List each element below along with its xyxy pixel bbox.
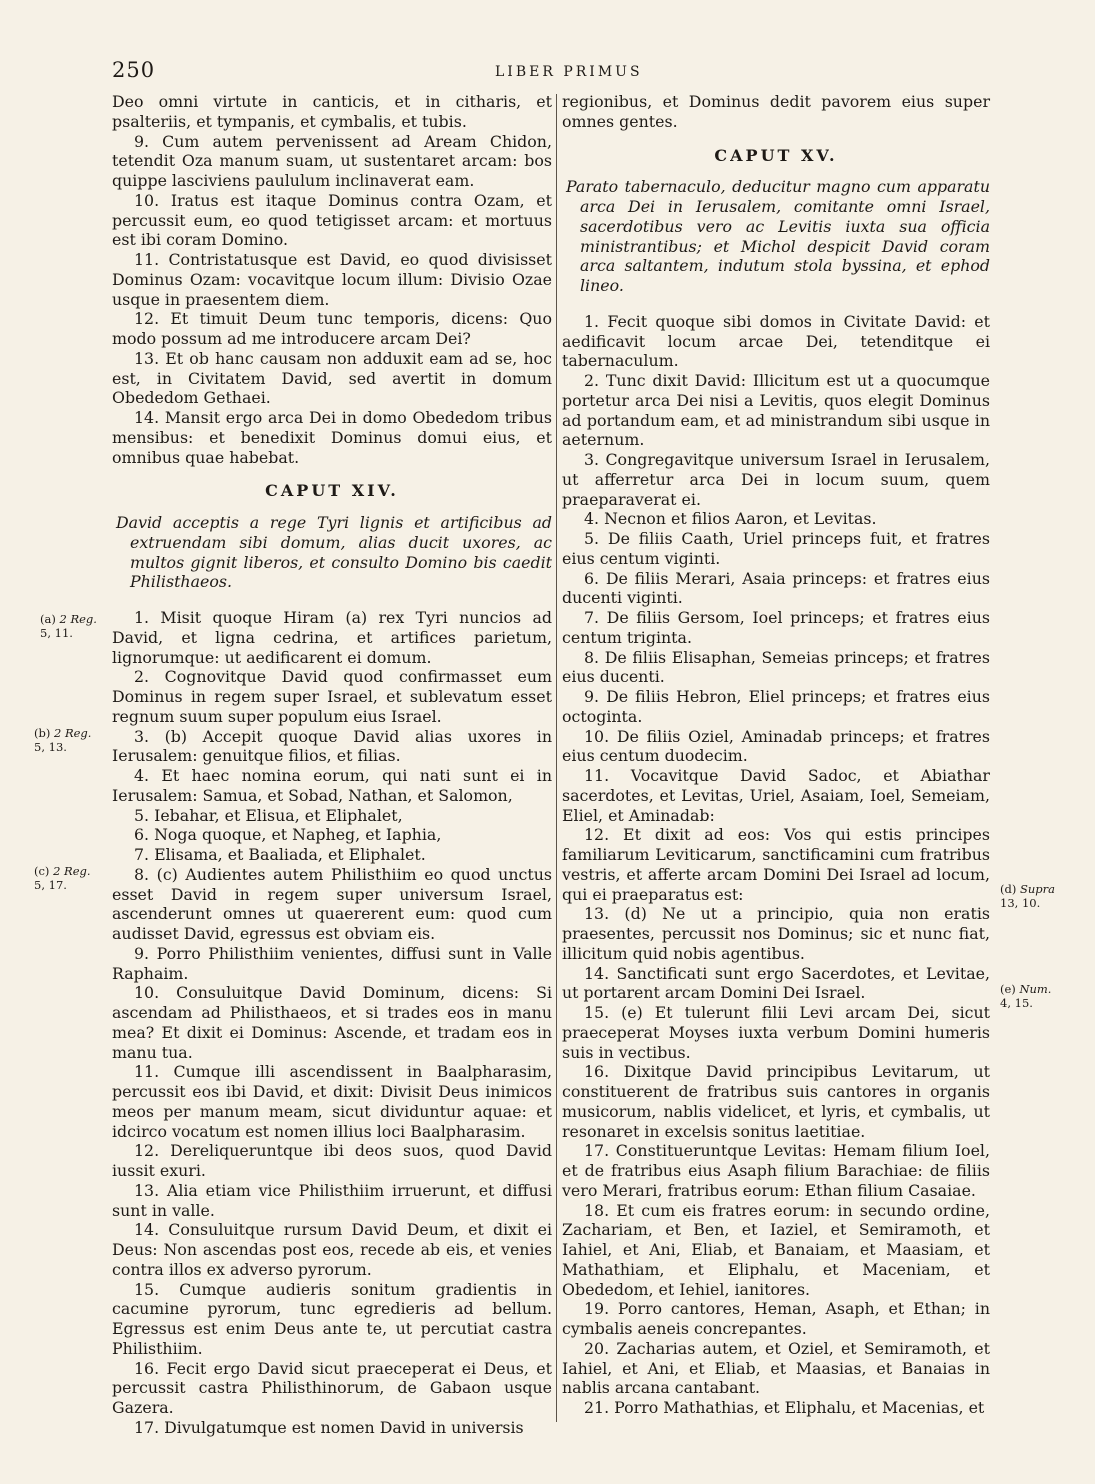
- verse-11: 11. Contristatusque est David, eo quod divisisset Dominus Ozam: vocavitque locum illum: Divisio Ozae usque in praesentem diem.: [112, 250, 552, 309]
- verse-12: 12. Et timuit Deum tunc temporis, dicens: Quo modo possum ad me introducere arcam Dei?: [112, 309, 552, 348]
- xv-verse-20: 20. Zacharias autem, et Oziel, et Semiramoth, et Iahiel, et Ani, et Eliab, et Maasias, et Banaias in nablis arcana cantabant.: [562, 1338, 990, 1398]
- xiv-verse-9: 9. Porro Philisthiim venientes, diffusi sunt in Valle Raphaim.: [112, 943, 552, 983]
- xv-verse-16: 16. Dixitque David principibus Levitarum, ut constituerent de fratribus suis cantores in organis musicorum, nablis videlicet, et lyris, et cymbalis, ut resonaret in excelsis sonitus laetitiae.: [562, 1062, 990, 1141]
- xv-verse-18: 18. Et cum eis fratres eorum: in secundo ordine, Zachariam, et Ben, et Iaziel, et Semiramoth, et Iahiel, et Ani, Eliab, et Banaiam, et Maasiam, et Mathathiam, et Eliphalu, et Maceniam, et Obededom, et Iehiel, ianitores.: [562, 1200, 990, 1299]
- margin-note-e-mark: (e): [1000, 982, 1016, 996]
- xv-verse-9: 9. De filiis Hebron, Eliel princeps; et fratres eius octoginta.: [562, 687, 990, 726]
- xv-verse-19: 19. Porro cantores, Heman, Asaph, et Ethan; in cymbalis aeneis concrepantes.: [562, 1299, 990, 1338]
- xv-verse-7: 7. De filiis Gersom, Ioel princeps; et fratres eius centum triginta.: [562, 608, 990, 647]
- margin-note-b-ref: 5, 13.: [34, 740, 67, 754]
- xv-verse-3: 3. Congregavitque universum Israel in Ierusalem, ut afferretur arca Dei in locum suum, quem praeparaverat ei.: [562, 450, 990, 509]
- running-title: LIBER PRIMUS: [495, 64, 643, 80]
- xv-verse-15: 15. (e) Et tulerunt filii Levi arcam Dei, sicut praeceperat Moyses iuxta verbum Domini humeris suis in vectibus.: [562, 1003, 990, 1062]
- margin-note-e: [1000, 982, 1051, 1010]
- verse-14: 14. Mansit ergo arca Dei in domo Obededom tribus mensibus: et benedixit Dominus domui eius, et omnibus quae habebat.: [112, 408, 552, 467]
- margin-note-c: [34, 864, 91, 892]
- margin-note-a: [40, 612, 97, 640]
- xiv-verse-7: 7. Elisama, et Baaliada, et Eliphalet.: [134, 845, 426, 864]
- verse-cont-8: Deo omni virtute in canticis, et in citharis, et psalteriis, et tympanis, et cymbalis, et tubis.: [112, 92, 552, 131]
- left-column: [112, 92, 552, 1438]
- xv-verse-11: 11. Vocavitque David Sadoc, et Abiathar sacerdotes, et Levitas, Uriel, Asaiam, Ioel, Semeiam, Eliel, et Aminadab:: [562, 766, 990, 825]
- xv-verse-4: 4. Necnon et filios Aaron, et Levitas.: [584, 509, 877, 529]
- xiv-verse-13: 13. Alia etiam vice Philisthiim irruerunt, et diffusi sunt in valle.: [112, 1180, 552, 1220]
- xv-verse-10: 10. De filiis Oziel, Aminadab princeps; et fratres eius centum duodecim.: [562, 726, 990, 766]
- margin-note-d-book: Supra: [1020, 882, 1055, 896]
- xv-verse-8: 8. De filiis Elisaphan, Semeias princeps; et fratres eius ducenti.: [562, 647, 990, 687]
- margin-note-a-book: 2 Reg.: [59, 612, 97, 626]
- page-header: [0, 58, 1095, 86]
- verse-10: 10. Iratus est itaque Dominus contra Ozam, et percussit eum, eo quod tetigisset arcam: et mortuus est ibi coram Domino.: [112, 190, 552, 250]
- chapter-heading-xv: CAPUT XV.: [714, 145, 838, 165]
- margin-note-d-mark: (d): [1000, 882, 1017, 896]
- xv-verse-2: 2. Tunc dixit David: Illicitum est ut a quocumque portetur arca Dei nisi a Levitis, quos elegit Dominus ad portandum eam, et ad ministrandum sibi usque in aeternum.: [562, 371, 990, 450]
- xiv-verse-1: 1. Misit quoque Hiram (a) rex Tyri nuncios ad David, et ligna cedrina, et artifices parietum, lignorumque: ut aedificarent ei domum.: [112, 608, 552, 667]
- xv-verse-17: 17. Constitueruntque Levitas: Hemam filium Ioel, et de fratribus eius Asaph filium Barachiae: de filiis vero Merari, fratribus eorum: Ethan filium Casaiae.: [562, 1141, 990, 1200]
- verse-9: 9. Cum autem pervenissent ad Aream Chidon, tetendit Oza manum suam, ut sustentaret arcam: bos quippe lasciviens paululum inclinaverat eam.: [112, 131, 552, 190]
- column-divider: [556, 94, 557, 1422]
- xiv-verse-10: 10. Consuluitque David Dominum, dicens: Si ascendam ad Philisthaeos, et si trades eos in manu mea? Et dixit ei Dominus: Ascende, et tradam eos in manu tua.: [112, 983, 552, 1062]
- xv-verse-13: 13. (d) Ne ut a principio, quia non eratis praesentes, percussit nos Dominus; sic et nunc fiat, illicitum quid nobis agentibus.: [562, 904, 990, 963]
- chapter-heading-xiv: CAPUT XIV.: [265, 481, 399, 501]
- xv-verse-5: 5. De filiis Caath, Uriel princeps fuit, et fratres eius centum viginti.: [562, 529, 990, 568]
- margin-note-b: [34, 726, 91, 754]
- xv-verse-21: 21. Porro Mathathias, et Eliphalu, et Macenias, et: [584, 1398, 985, 1417]
- xiv-verse-16: 16. Fecit ergo David sicut praeceperat ei Deus, et percussit castra Philisthinorum, de Gabaon usque Gazera.: [112, 1358, 552, 1417]
- chapter-summary-xiv: David acceptis a rege Tyri lignis et artificibus ad extruendam sibi domum, alias ducit uxores, ac multos gignit liberos, et consulto Domino bis caedit Philisthaeos.: [116, 513, 552, 592]
- xiv-verse-2: 2. Cognovitque David quod confirmasset eum Dominus in regem super Israel, et sublevatum esset regnum suum super populum eius Israel.: [112, 667, 552, 726]
- xiv-verse-6: 6. Noga quoque, et Napheg, et Iaphia,: [134, 825, 442, 845]
- xiv-verse-3: 3. (b) Accepit quoque David alias uxores in Ierusalem: genuitque filios, et filias.: [112, 726, 552, 766]
- verse-cont-17: regionibus, et Dominus dedit pavorem eius super omnes gentes.: [562, 92, 990, 131]
- xv-verse-6: 6. De filiis Merari, Asaia princeps: et fratres eius ducenti viginti.: [562, 568, 990, 608]
- margin-note-c-book: 2 Reg.: [53, 864, 91, 878]
- xiv-verse-8: 8. (c) Audientes autem Philisthiim eo quod unctus esset David in regem super universum Israel, ascenderunt omnes ut quaererent eum: quod cum audisset David, egressus est obviam eis.: [112, 864, 552, 943]
- xiv-verse-5: 5. Iebahar, et Elisua, et Eliphalet,: [134, 805, 403, 825]
- xiv-verse-17: 17. Divulgatumque est nomen David in universis: [134, 1417, 524, 1437]
- xiv-verse-15: 15. Cumque audieris sonitum gradientis in cacumine pyrorum, tunc egredieris ad bellum. Egressus est enim Deus ante te, ut percutiat castra Philisthiim.: [112, 1279, 552, 1358]
- margin-note-b-mark: (b): [34, 726, 51, 740]
- margin-note-b-book: 2 Reg.: [54, 726, 92, 740]
- verse-13: 13. Et ob hanc causam non adduxit eam ad se, hoc est, in Civitatem David, sed avertit in domum Obededom Gethaei.: [112, 348, 552, 408]
- margin-note-c-mark: (c): [34, 864, 50, 878]
- margin-note-e-ref: 4, 15.: [1000, 996, 1033, 1010]
- margin-note-d-ref: 13, 10.: [1000, 896, 1041, 910]
- margin-note-a-ref: 5, 11.: [40, 626, 73, 640]
- margin-note-d: [1000, 882, 1055, 910]
- xiv-verse-11: 11. Cumque illi ascendissent in Baalpharasim, percussit eos ibi David, et dixit: Divisit Deus inimicos meos per manum meam, sicut dividuntur aquae: et idcirco vocatum est nomen illius loci Baalpharasim.: [112, 1062, 552, 1141]
- xiv-verse-12: 12. Dereliqueruntque ibi deos suos, quod David iussit exuri.: [112, 1141, 552, 1180]
- xiv-verse-4: 4. Et haec nomina eorum, qui nati sunt ei in Ierusalem: Samua, et Sobad, Nathan, et Salomon,: [112, 766, 552, 805]
- margin-note-c-ref: 5, 17.: [34, 878, 67, 892]
- margin-note-a-mark: (a): [40, 612, 56, 626]
- right-column: [562, 92, 990, 1418]
- xiv-verse-14: 14. Consuluitque rursum David Deum, et dixit ei Deus: Non ascendas post eos, recede ab eis, et venies contra illos ex adverso pyrorum.: [112, 1220, 552, 1279]
- xv-verse-14: 14. Sanctificati sunt ergo Sacerdotes, et Levitae, ut portarent arcam Domini Dei Israel.: [562, 963, 990, 1003]
- xv-verse-1: 1. Fecit quoque sibi domos in Civitate David: et aedificavit locum arcae Dei, tetenditque ei tabernaculum.: [562, 311, 990, 371]
- page-number: 250: [112, 58, 156, 82]
- xv-verse-12: 12. Et dixit ad eos: Vos qui estis principes familiarum Leviticarum, sanctificamini cum fratribus vestris, et afferte arcam Domini Dei Israel ad locum, qui ei praeparatus est:: [562, 825, 990, 904]
- margin-note-e-book: Num.: [1019, 982, 1052, 996]
- chapter-summary-xv: Parato tabernaculo, deducitur magno cum apparatu arca Dei in Ierusalem, comitante omni Israel, sacerdotibus vero ac Levitis iuxta sua officia ministrantibus; et Michol despicit David coram arca saltantem, indutum stola byssina, et ephod lineo.: [566, 177, 990, 295]
